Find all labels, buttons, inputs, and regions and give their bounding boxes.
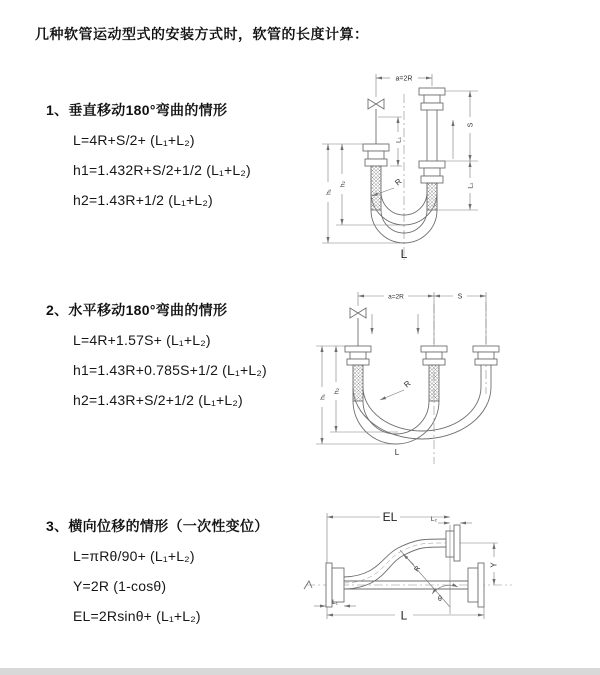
dim-label-h2: h₂ <box>333 387 341 395</box>
valve-icon <box>368 99 384 144</box>
angle-theta-label: θ <box>438 596 442 603</box>
displaced-hose-position <box>344 539 446 589</box>
diagram-lateral-displacement <box>300 502 597 662</box>
dim-label-a2r: a=2R <box>395 75 413 83</box>
dim-label-l2: L₂ <box>430 516 438 523</box>
radius-label: R <box>402 378 413 390</box>
dim-label-h1: h₁ <box>325 189 333 195</box>
right-flange <box>473 346 499 365</box>
middle-flange <box>421 346 447 365</box>
dimension-s <box>434 294 486 301</box>
formula-el: EL=2Rsinθ+ (L₁+L₂) <box>73 608 201 624</box>
diagram-vertical-180-bend <box>306 62 586 267</box>
dim-label-h1: h₁ <box>319 394 327 400</box>
formula-h1: h1=1.43R+0.785S+1/2 (L₁+L₂) <box>73 362 267 378</box>
right-flange <box>468 563 484 607</box>
movement-arrows <box>372 314 418 334</box>
dim-label-s: S <box>467 122 475 128</box>
radius-label: R <box>413 565 423 574</box>
dimension-l2 <box>468 161 475 210</box>
dimension-l1 <box>314 599 356 606</box>
valve-icon <box>350 308 366 346</box>
bottom-edge-strip <box>0 668 600 675</box>
section-horizontal-180 <box>46 302 316 409</box>
right-flange-upper <box>419 88 445 110</box>
section-1-heading: 1、垂直移动180°弯曲的情形 <box>46 102 228 118</box>
right-flange-lower <box>419 161 445 183</box>
radius-callout <box>403 554 422 573</box>
section-lateral-displacement <box>46 518 316 625</box>
dim-label-y: Y <box>489 562 499 568</box>
formula-l: L=4R+1.57S+ (L₁+L₂) <box>73 332 211 348</box>
braided-hose-sections <box>353 365 439 401</box>
dim-label-l2: L₂ <box>467 182 475 189</box>
formula-l: L=πRθ/90+ (L₁+L₂) <box>73 548 195 564</box>
dim-label-l: L <box>400 608 408 623</box>
dim-label-l1: L₁ <box>395 137 403 143</box>
upper-flange <box>446 525 460 561</box>
length-label: L <box>400 247 408 261</box>
dim-label-a2r: a=2R <box>388 293 404 301</box>
formula-l: L=4R+S/2+ (L₁+L₂) <box>73 132 195 148</box>
radius-callout <box>380 379 413 400</box>
dimension-l <box>327 607 484 623</box>
formula-h2: h2=1.43R+S/2+1/2 (L₁+L₂) <box>73 392 243 408</box>
formula-h1: h1=1.432R+S/2+1/2 (L₁+L₂) <box>73 162 251 178</box>
radius-label: R <box>393 176 404 188</box>
centerline <box>434 302 486 464</box>
diagram-horizontal-180-bend <box>306 282 591 472</box>
dim-label-el: EL <box>382 510 398 524</box>
dimension-h1 <box>322 144 403 243</box>
formula-h2: h2=1.43R+1/2 (L₁+L₂) <box>73 192 213 208</box>
formula-y: Y=2R (1-cosθ) <box>73 578 167 594</box>
length-label: L <box>394 448 400 457</box>
section-3-heading: 3、横向位移的情形（一次性变位） <box>46 518 269 534</box>
dim-label-l1: L₁ <box>332 599 338 606</box>
page-title: 几种软管运动型式的安装方式时，软管的长度计算： <box>35 26 369 42</box>
left-flange <box>345 346 371 365</box>
left-flange <box>363 144 389 166</box>
section-vertical-180 <box>46 102 316 209</box>
dim-label-h2: h₂ <box>339 180 347 188</box>
section-2-heading: 2、水平移动180°弯曲的情形 <box>46 302 228 318</box>
dimension-a2r <box>358 292 486 344</box>
dim-label-s: S <box>457 293 463 301</box>
